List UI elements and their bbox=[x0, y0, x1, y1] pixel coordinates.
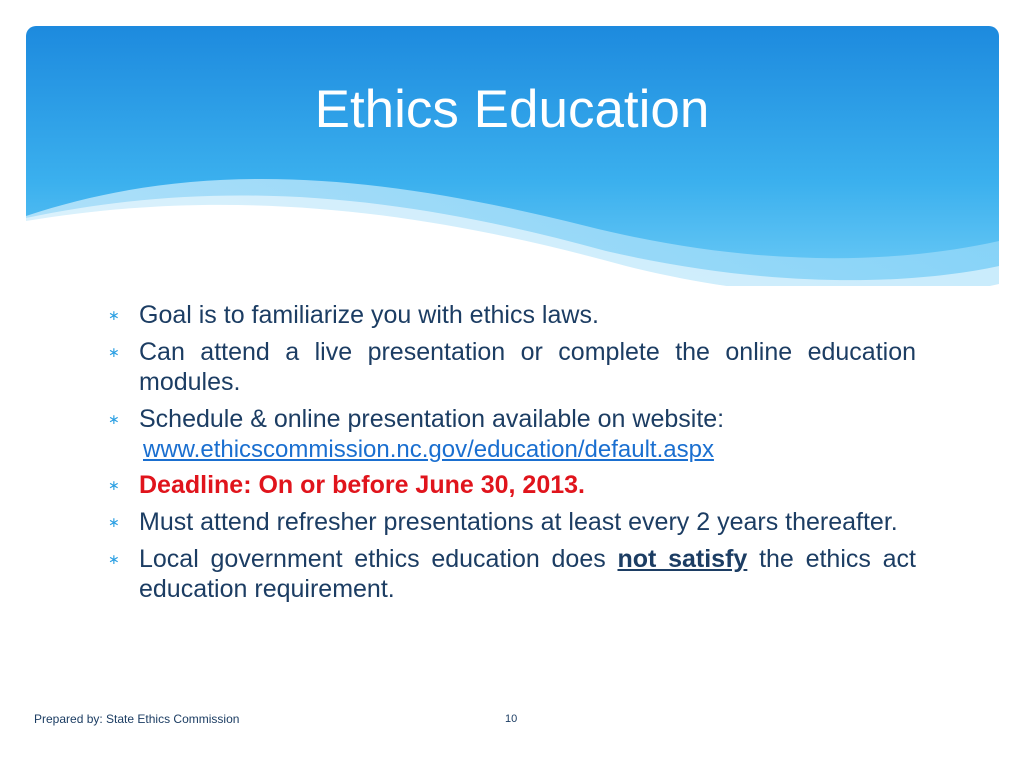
footer-prepared-by: Prepared by: State Ethics Commission bbox=[34, 712, 240, 726]
bullet-text: Must attend refresher presentations at least every 2 years thereafter. bbox=[139, 508, 898, 536]
bullet-text: Schedule & online presentation available on website: bbox=[139, 405, 725, 433]
asterisk-bullet-icon: ∗ bbox=[108, 344, 120, 360]
bullet-text-suffix: the ethics act education requirement. bbox=[139, 545, 916, 603]
asterisk-bullet-icon: ∗ bbox=[108, 411, 120, 427]
list-item bbox=[108, 337, 916, 397]
list-item bbox=[108, 404, 916, 434]
deadline-text: Deadline: On or before June 30, 2013. bbox=[139, 471, 585, 499]
slide-title: Ethics Education bbox=[314, 80, 710, 139]
asterisk-bullet-icon: ∗ bbox=[108, 514, 120, 530]
asterisk-bullet-icon: ∗ bbox=[108, 477, 120, 493]
page-number: 10 bbox=[505, 713, 518, 725]
bullet-list bbox=[108, 300, 916, 434]
not-satisfy-emphasis: not satisfy bbox=[617, 545, 748, 573]
bullet-list bbox=[108, 470, 916, 604]
website-link-line bbox=[108, 435, 916, 465]
list-item bbox=[108, 300, 916, 330]
asterisk-bullet-icon: ∗ bbox=[108, 551, 120, 567]
bullet-text: Can attend a live presentation or complete the online education modules. bbox=[139, 338, 916, 396]
ethics-website-link[interactable]: www.ethicscommission.nc.gov/education/default.aspx bbox=[143, 436, 714, 463]
slide-content bbox=[108, 300, 916, 611]
asterisk-bullet-icon: ∗ bbox=[108, 307, 120, 323]
bullet-text-prefix: Local government ethics education does bbox=[139, 545, 618, 573]
list-item bbox=[108, 544, 916, 604]
list-item bbox=[108, 470, 916, 500]
bullet-text: Goal is to familiarize you with ethics laws. bbox=[139, 301, 599, 329]
header-banner bbox=[26, 26, 999, 286]
list-item bbox=[108, 507, 916, 537]
header-wave-graphic bbox=[26, 26, 999, 286]
